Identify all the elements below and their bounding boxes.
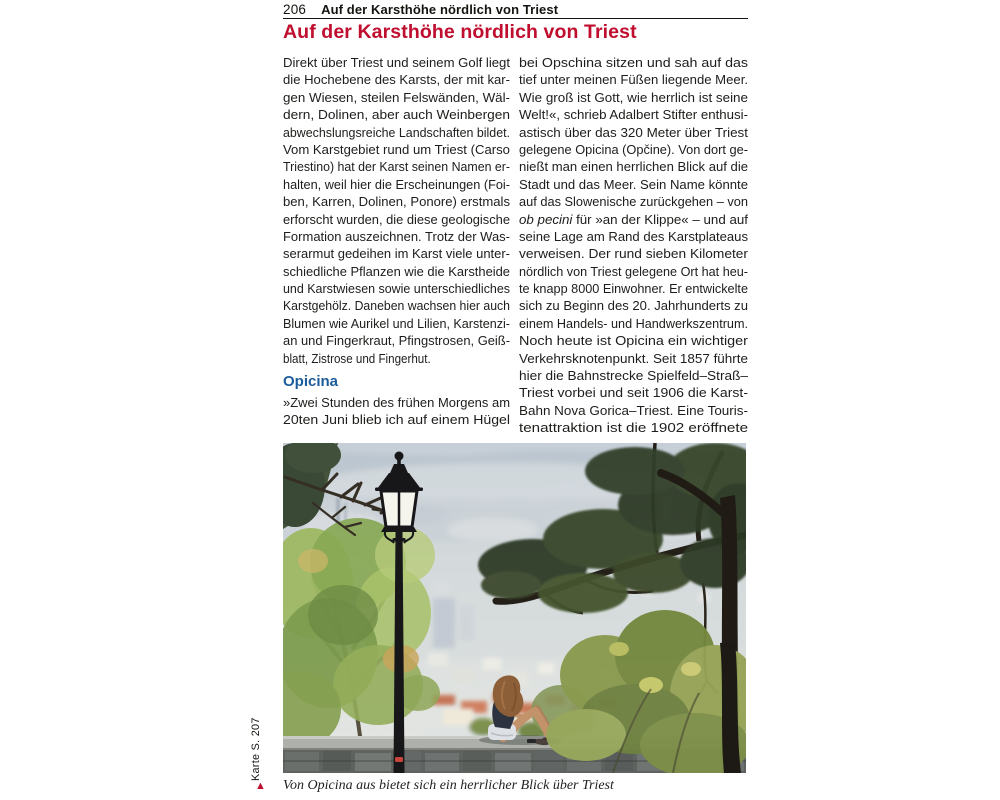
text-line: Verkehrsknotenpunkt. Seit 1857 führte [519, 350, 748, 366]
text-line: blatt, Zistrose und Fingerhut. [283, 350, 431, 366]
caption-marker-triangle: ▲ [255, 780, 266, 792]
text-line: »Zwei Stunden des frühen Morgens am [283, 395, 510, 411]
text-line: seine Lage am Rand des Karstplateaus [519, 228, 748, 244]
text-line: ben, Karren, Dolinen, Ponore) erstmals [283, 194, 510, 210]
text-line: abwechslungsreiche Landschaften bildet. [283, 124, 510, 140]
section-heading-opicina: Opicina [283, 373, 339, 391]
text-line: 20ten Juni blieb ich auf einem Hügel [283, 412, 510, 428]
text-line: Wie groß ist Gott, wie herrlich ist seine [519, 89, 748, 105]
text-line: serarmut gedeihen im Karst viele unter- [283, 246, 510, 262]
text-line: Stadt und das Meer. Sein Name könnte [519, 176, 748, 192]
chapter-title: Auf der Karsthöhe nördlich von Triest [283, 21, 637, 43]
running-head-title: Auf der Karsthöhe nördlich von Triest [321, 2, 559, 17]
right-paragraph [519, 54, 748, 437]
text-line: Bahn Nova Gorica–Triest. Eine Touris- [519, 402, 748, 418]
text-line: te knapp 8000 Einwohner. Er entwickelte [519, 281, 748, 297]
photo-caption: Von Opicina aus bietet sich ein herrlicher Blick über Triest [283, 778, 614, 793]
text-line: und Karstwiesen sowie unterschiedliches [283, 281, 510, 297]
text-line: astisch über das 320 Meter über Triest [519, 124, 748, 140]
text-line: einem Handels- und Handwerkszentrum. [519, 315, 748, 331]
text-line: nießt man einen herrlichen Blick auf die [519, 159, 748, 175]
text-line: nördlich von Triest gelegene Ort hat heu- [519, 263, 748, 279]
text-line: erforscht wurden, die diese geologische [283, 211, 510, 227]
text-line: gelegene Opicina (Opčine). Von dort ge- [519, 141, 748, 157]
page-number: 206 [283, 2, 307, 17]
opicina-paragraph-start [283, 394, 510, 429]
text-line: Welt!«, schrieb Adalbert Stifter enthusi- [519, 107, 748, 123]
text-line: Blumen wie Aurikel und Lilien, Karstenzi- [283, 315, 510, 331]
text-line: hier die Bahnstrecke Spielfeld–Straß– [519, 368, 748, 384]
text-line: Direkt über Triest und seinem Golf liegt [283, 55, 510, 70]
text-line: Karstgehölz. Daneben wachsen hier auch [283, 298, 510, 314]
text-line: bei Opschina sitzen und sah auf das [519, 55, 748, 70]
margin-note-karte: Karte S. 207 [250, 717, 262, 781]
text-line: Formation auszeichnen. Trotz der Was- [283, 228, 510, 244]
text-line: an und Fingerkraut, Pfingstrosen, Geiß- [283, 333, 510, 349]
text-line: schiedliche Pflanzen wie die Karstheide [283, 263, 510, 279]
header-rule [283, 18, 748, 19]
text-line: ob pecini für »an der Klippe« – und auf [519, 211, 748, 227]
text-line: dern, Dolinen, aber auch Weinbergen [283, 107, 510, 123]
text-line: gen Wiesen, steilen Felswänden, Wäl- [283, 89, 510, 105]
text-line: tief unter meinen Füßen liegende Meer. [519, 72, 748, 88]
column-right [519, 54, 748, 437]
text-line: Triest vorbei und seit 1906 die Karst- [519, 385, 748, 401]
text-line: Vom Karstgebiet rund um Triest (Carso [283, 141, 510, 157]
running-header [283, 2, 748, 17]
text-columns [283, 54, 748, 437]
text-line: Noch heute ist Opicina ein wichtiger [519, 333, 748, 349]
text-line: halten, weil hier die Erscheinungen (Foi- [283, 176, 510, 192]
text-line: auf das Slowenische zurückgehen – von [519, 194, 748, 210]
text-line: tenattraktion ist die 1902 eröffnete [519, 420, 748, 436]
text-line: verweisen. Der rund sieben Kilometer [519, 246, 748, 262]
trieste-photo [283, 443, 746, 773]
column-left [283, 54, 510, 437]
text-line: Triestino) hat der Karst seinen Namen er- [283, 159, 510, 175]
text-line: die Hochebene des Karsts, der mit kar- [283, 72, 510, 88]
intro-paragraph [283, 54, 510, 367]
text-line: sich zu Beginn des 20. Jahrhunderts zu [519, 298, 748, 314]
